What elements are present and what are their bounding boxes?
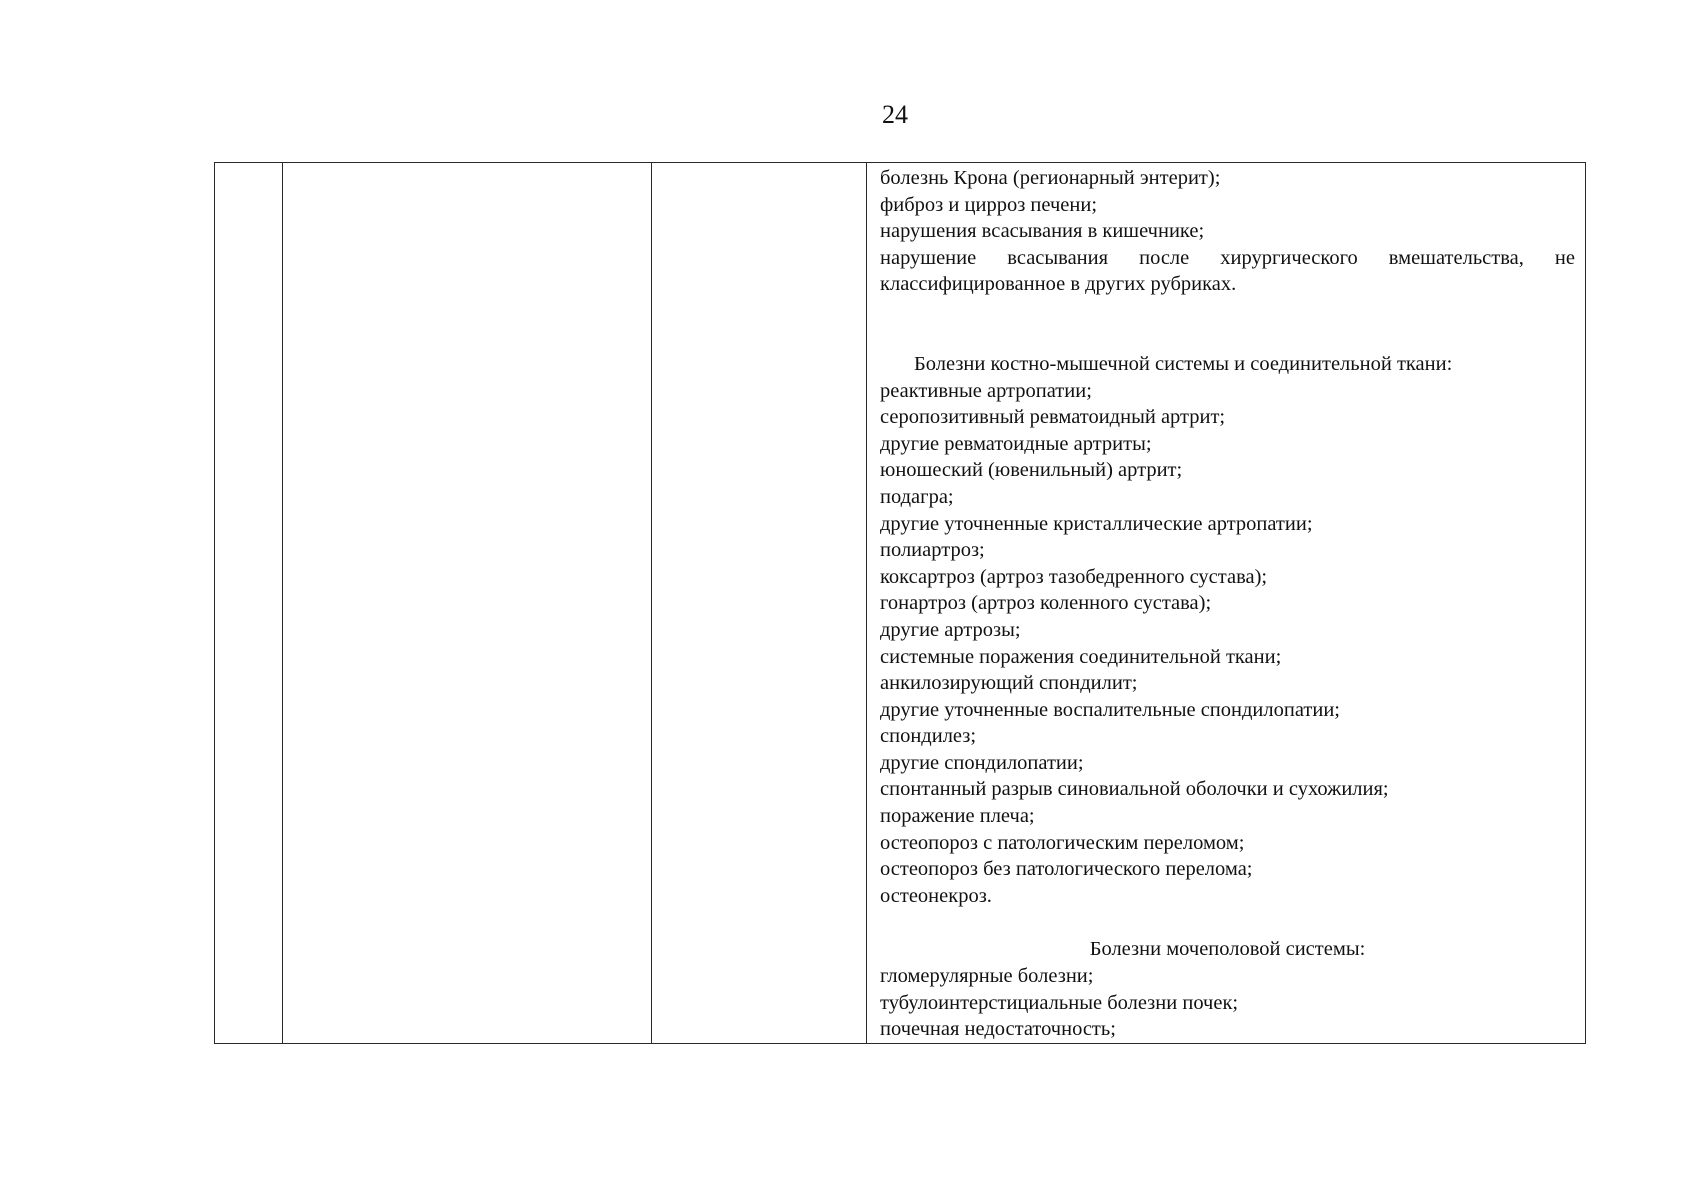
list-item: подагра; — [880, 485, 954, 508]
table-cell-disease-list — [867, 163, 1586, 1044]
list-item: юношеский (ювенильный) артрит; — [880, 459, 1183, 482]
list-item: нарушение всасывания после хирургического вмешательства, не — [880, 246, 1575, 269]
list-item: гонартроз (артроз коленного сустава); — [880, 592, 1212, 615]
page-number: 24 — [882, 100, 908, 129]
list-item: гломерулярные болезни; — [880, 965, 1094, 988]
list-item: остеопороз с патологическим переломом; — [880, 831, 1245, 854]
table-cell-col-2 — [283, 163, 652, 1044]
spacer — [880, 298, 1575, 351]
list-item: остеопороз без патологического перелома; — [880, 858, 1253, 881]
table-cell-col-3 — [652, 163, 867, 1044]
list-item: другие уточненные воспалительные спондилопатии; — [880, 698, 1340, 721]
list-item: другие уточненные кристаллические артропатии; — [880, 512, 1313, 535]
list-item: остеонекроз. — [880, 884, 992, 907]
list-item: другие артрозы; — [880, 618, 1021, 641]
list-item: классифицированное в других рубриках. — [880, 273, 1237, 296]
list-item: болезнь Крона (регионарный энтерит); — [880, 167, 1221, 189]
list-item: спонтанный разрыв синовиальной оболочки и сухожилия; — [880, 778, 1389, 801]
spacer — [880, 909, 1575, 936]
list-item: фиброз и цирроз печени; — [880, 193, 1098, 216]
table-row — [215, 163, 1586, 1044]
list-item: коксартроз (артроз тазобедренного сустава); — [880, 565, 1268, 588]
section-heading: Болезни костно-мышечной системы и соединительной ткани: — [914, 352, 1453, 375]
list-item: поражение плеча; — [880, 805, 1035, 828]
list-item: другие спондилопатии; — [880, 751, 1084, 774]
list-item: почечная недостаточность; — [880, 1018, 1116, 1041]
list-item: реактивные артропатии; — [880, 379, 1092, 402]
disease-table — [214, 162, 1586, 1044]
list-item: системные поражения соединительной ткани; — [880, 645, 1282, 668]
list-item: другие ревматоидные артриты; — [880, 432, 1152, 455]
list-item: спондилез; — [880, 725, 977, 748]
list-item: тубулоинтерстициальные болезни почек; — [880, 991, 1239, 1014]
list-item: полиартроз; — [880, 539, 985, 562]
section-heading: Болезни мочеполовой системы: — [1089, 938, 1366, 961]
table-cell-col-1 — [215, 163, 283, 1044]
list-item: анкилозирующий спондилит; — [880, 672, 1138, 695]
list-item: серопозитивный ревматоидный артрит; — [880, 406, 1226, 429]
list-item: нарушения всасывания в кишечнике; — [880, 220, 1205, 243]
